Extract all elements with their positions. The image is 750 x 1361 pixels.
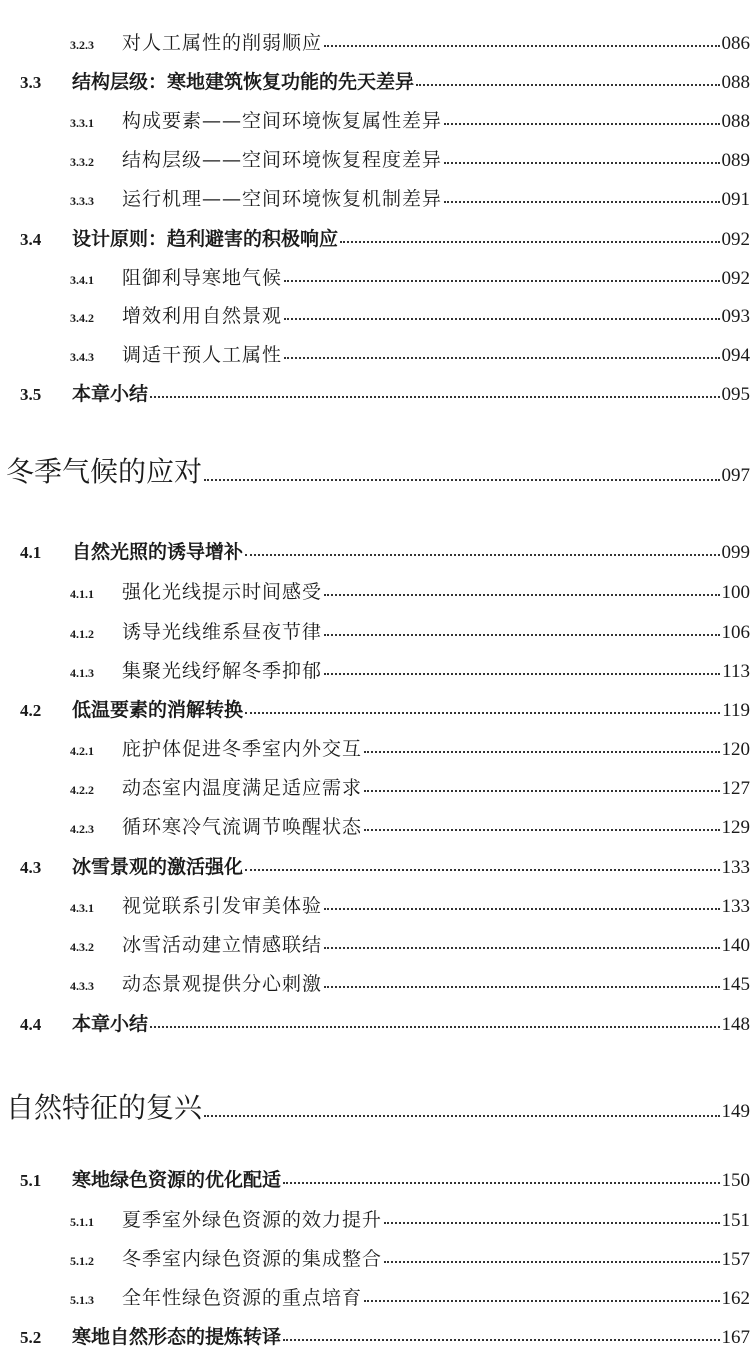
entry-number: 3.5 bbox=[20, 385, 42, 404]
entry-number: 4.2.3 bbox=[70, 822, 94, 836]
dot-leader bbox=[324, 593, 719, 596]
entry-page: 089 bbox=[721, 150, 750, 171]
chapter-page: 097 bbox=[721, 465, 750, 486]
entry-number: 4.2.1 bbox=[70, 744, 94, 758]
entry-number: 4.2 bbox=[20, 701, 42, 720]
entry-title: 冰雪活动建立情感联结 bbox=[122, 934, 323, 956]
entry-number: 3.3.3 bbox=[70, 194, 94, 208]
entry-page: 150 bbox=[721, 1170, 750, 1191]
dot-leader bbox=[444, 200, 719, 203]
toc-entry bbox=[0, 1244, 750, 1271]
entry-title: 诱导光线维系昼夜节律 bbox=[122, 621, 323, 643]
entry-page: 140 bbox=[721, 935, 750, 956]
toc-entry bbox=[0, 852, 750, 879]
dot-leader bbox=[364, 789, 719, 792]
entry-page: 120 bbox=[721, 739, 750, 760]
entry-page: 129 bbox=[721, 817, 750, 838]
entry-page: 092 bbox=[721, 229, 750, 250]
toc-entry bbox=[0, 1009, 750, 1036]
dot-leader bbox=[416, 83, 719, 86]
toc-entry bbox=[0, 695, 750, 722]
entry-number: 5.1.2 bbox=[70, 1254, 94, 1268]
entry-title: 低温要素的消解转换 bbox=[72, 699, 244, 721]
entry-number: 3.4 bbox=[20, 230, 42, 249]
entry-title: 自然光照的诱导增补 bbox=[72, 541, 244, 563]
chapter-title: 冬季气候的应对 bbox=[6, 455, 203, 488]
entry-number: 3.4.3 bbox=[70, 350, 94, 364]
entry-number: 3.2.3 bbox=[70, 38, 94, 52]
dot-leader bbox=[284, 317, 719, 320]
toc-entry bbox=[0, 106, 750, 133]
entry-page: 088 bbox=[721, 111, 750, 132]
dot-leader bbox=[384, 1221, 719, 1224]
toc-entry bbox=[0, 891, 750, 918]
dot-leader bbox=[324, 946, 719, 949]
dot-leader bbox=[283, 1181, 719, 1184]
entry-page: 151 bbox=[721, 1210, 750, 1231]
toc-entry bbox=[0, 301, 750, 328]
toc-entry bbox=[0, 537, 750, 564]
dot-leader bbox=[340, 240, 719, 243]
entry-title: 集聚光线纾解冬季抑郁 bbox=[122, 660, 323, 682]
chapter-entry bbox=[0, 450, 750, 490]
toc-entry bbox=[0, 812, 750, 839]
entry-title: 增效利用自然景观 bbox=[122, 305, 283, 327]
dot-leader bbox=[245, 553, 719, 556]
entry-title: 强化光线提示时间感受 bbox=[122, 581, 323, 603]
dot-leader bbox=[324, 672, 720, 675]
entry-title: 设计原则：趋利避害的积极响应 bbox=[72, 228, 339, 250]
entry-title: 冰雪景观的激活强化 bbox=[72, 856, 244, 878]
entry-page: 093 bbox=[721, 306, 750, 327]
toc-entry bbox=[0, 263, 750, 290]
dot-leader bbox=[150, 1025, 719, 1028]
entry-title: 运行机理——空间环境恢复机制差异 bbox=[122, 188, 443, 210]
dot-leader bbox=[384, 1260, 719, 1263]
entry-title: 本章小结 bbox=[72, 1013, 149, 1035]
entry-number: 4.3.3 bbox=[70, 979, 94, 993]
entry-number: 4.3.1 bbox=[70, 901, 94, 915]
entry-number: 3.4.1 bbox=[70, 273, 94, 287]
toc-entry bbox=[0, 1165, 750, 1192]
dot-leader bbox=[444, 161, 719, 164]
entry-title: 阻御利导寒地气候 bbox=[122, 267, 283, 289]
entry-page: 095 bbox=[721, 384, 750, 405]
toc-entry bbox=[0, 577, 750, 604]
entry-page: 145 bbox=[721, 974, 750, 995]
entry-number: 3.3 bbox=[20, 73, 42, 92]
entry-title: 寒地绿色资源的优化配适 bbox=[72, 1169, 282, 1191]
dot-leader bbox=[204, 478, 719, 481]
entry-title: 全年性绿色资源的重点培育 bbox=[122, 1287, 363, 1309]
entry-number: 4.4 bbox=[20, 1015, 42, 1034]
toc-entry bbox=[0, 184, 750, 211]
entry-number: 5.1.3 bbox=[70, 1293, 94, 1307]
entry-page: 162 bbox=[721, 1288, 750, 1309]
entry-page: 127 bbox=[721, 778, 750, 799]
toc-entry bbox=[0, 1283, 750, 1310]
dot-leader bbox=[284, 279, 719, 282]
entry-page: 106 bbox=[721, 622, 750, 643]
entry-page: 157 bbox=[721, 1249, 750, 1270]
entry-number: 3.4.2 bbox=[70, 311, 94, 325]
entry-page: 091 bbox=[721, 189, 750, 210]
entry-title: 动态景观提供分心刺激 bbox=[122, 973, 323, 995]
dot-leader bbox=[245, 711, 720, 714]
toc-entry bbox=[0, 773, 750, 800]
dot-leader bbox=[245, 868, 719, 871]
toc-entry bbox=[0, 340, 750, 367]
entry-page: 119 bbox=[722, 700, 750, 721]
entry-title: 调适干预人工属性 bbox=[122, 344, 283, 366]
entry-number: 5.1.1 bbox=[70, 1215, 94, 1229]
dot-leader bbox=[324, 985, 719, 988]
entry-number: 4.1 bbox=[20, 543, 42, 562]
dot-leader bbox=[364, 750, 719, 753]
entry-number: 5.1 bbox=[20, 1171, 42, 1190]
entry-page: 094 bbox=[721, 345, 750, 366]
entry-number: 4.1.1 bbox=[70, 587, 94, 601]
entry-title: 动态室内温度满足适应需求 bbox=[122, 777, 363, 799]
entry-title: 寒地自然形态的提炼转译 bbox=[72, 1326, 282, 1348]
entry-title: 夏季室外绿色资源的效力提升 bbox=[122, 1209, 383, 1231]
dot-leader bbox=[324, 907, 719, 910]
entry-number: 4.3.2 bbox=[70, 940, 94, 954]
entry-title: 构成要素——空间环境恢复属性差异 bbox=[122, 110, 443, 132]
entry-title: 结构层级——空间环境恢复程度差异 bbox=[122, 149, 443, 171]
entry-title: 冬季室内绿色资源的集成整合 bbox=[122, 1248, 383, 1270]
entry-page: 092 bbox=[721, 268, 750, 289]
entry-title: 庇护体促进冬季室内外交互 bbox=[122, 738, 363, 760]
entry-page: 099 bbox=[721, 542, 750, 563]
toc-entry bbox=[0, 617, 750, 644]
entry-number: 3.3.2 bbox=[70, 155, 94, 169]
toc-entry bbox=[0, 969, 750, 996]
toc-entry bbox=[0, 224, 750, 251]
entry-number: 4.2.2 bbox=[70, 783, 94, 797]
entry-title: 本章小结 bbox=[72, 383, 149, 405]
entry-page: 148 bbox=[721, 1014, 750, 1035]
toc-entry bbox=[0, 656, 750, 683]
entry-page: 113 bbox=[722, 661, 750, 682]
entry-number: 4.1.2 bbox=[70, 627, 94, 641]
entry-number: 5.2 bbox=[20, 1328, 42, 1347]
toc-entry bbox=[0, 1322, 750, 1349]
chapter-title: 自然特征的复兴 bbox=[6, 1091, 203, 1124]
dot-leader bbox=[364, 828, 719, 831]
entry-page: 088 bbox=[721, 72, 750, 93]
entry-number: 3.3.1 bbox=[70, 116, 94, 130]
dot-leader bbox=[324, 633, 719, 636]
dot-leader bbox=[284, 356, 719, 359]
entry-title: 循环寒冷气流调节唤醒状态 bbox=[122, 816, 363, 838]
dot-leader bbox=[283, 1338, 719, 1341]
entry-page: 100 bbox=[721, 582, 750, 603]
toc-entry bbox=[0, 734, 750, 761]
entry-page: 167 bbox=[721, 1327, 750, 1348]
dot-leader bbox=[204, 1114, 719, 1117]
toc-entry bbox=[0, 67, 750, 94]
chapter-entry bbox=[0, 1086, 750, 1126]
entry-title: 结构层级：寒地建筑恢复功能的先天差异 bbox=[72, 71, 415, 93]
entry-page: 086 bbox=[721, 33, 750, 54]
chapter-page: 149 bbox=[721, 1101, 750, 1122]
toc-entry bbox=[0, 28, 750, 55]
entry-page: 133 bbox=[721, 896, 750, 917]
entry-number: 4.1.3 bbox=[70, 666, 94, 680]
dot-leader bbox=[324, 44, 719, 47]
toc-entry bbox=[0, 930, 750, 957]
toc-entry bbox=[0, 379, 750, 406]
dot-leader bbox=[364, 1299, 719, 1302]
toc-entry bbox=[0, 1205, 750, 1232]
dot-leader bbox=[444, 122, 719, 125]
entry-page: 133 bbox=[721, 857, 750, 878]
entry-title: 视觉联系引发审美体验 bbox=[122, 895, 323, 917]
dot-leader bbox=[150, 395, 719, 398]
toc-entry bbox=[0, 145, 750, 172]
entry-title: 对人工属性的削弱顺应 bbox=[122, 32, 323, 54]
entry-number: 4.3 bbox=[20, 858, 42, 877]
